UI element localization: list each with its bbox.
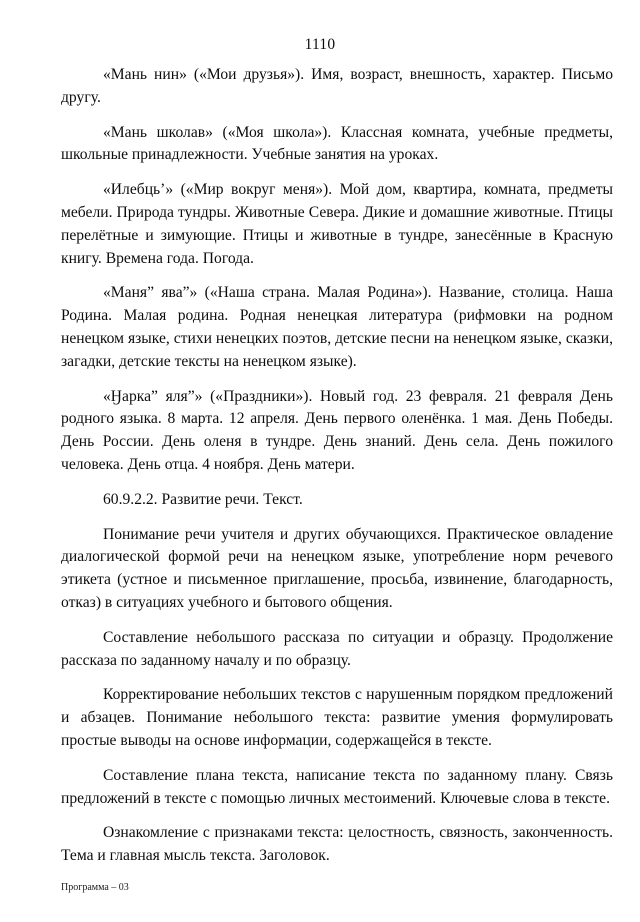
paragraph-text-features: Ознакомление с признаками текста: целостность, связность, законченность. Тема и главная мысль текста. Заголовок. xyxy=(61,824,613,865)
paragraph-text-correction: Корректирование небольших текстов с нарушенным порядком предложений и абзацев. Понимание небольшого текста: развитие умения формулировать простые выводы на основе информации, содержащейся в тексте. xyxy=(61,686,613,749)
paragraph-speech-understanding: Понимание речи учителя и других обучающихся. Практическое овладение диалогической формой речи на ненецком языке, употребление норм речевого этикета (устное и письменное приглашение, просьба, извинение, благодарность, отказ) в ситуациях учебного и бытового общения. xyxy=(61,525,613,611)
paragraph-story-composition: Составление небольшого рассказа по ситуации и образцу. Продолжение рассказа по заданному началу и по образцу. xyxy=(61,628,613,669)
section-heading: 60.9.2.2. Развитие речи. Текст. xyxy=(103,490,303,508)
paragraph-holidays: «Ӈарка” яля”» («Праздники»). Новый год. 23 февраля. 21 февраля День родного языка. 8 марта. 12 апреля. День первого оленёнка. 1 мая. День Победы. День России. День оленя в тундре. День знаний. День села. День пожилого человека. День отца. 4 ноября. День матери. xyxy=(61,387,613,473)
page-footer: Программа – 03 xyxy=(61,882,129,893)
paragraph-our-country: «Маня” ява”» («Наша страна. Малая Родина»). Название, столица. Наша Родина. Малая родина. Родная ненецкая литература (рифмовки на родном ненецком языке, стихи ненецких поэтов, детские песни на ненецком языке, сказки, загадки, детские тексты на ненецком языке). xyxy=(61,284,613,370)
paragraph-my-friends: «Мань нин» («Мои друзья»). Имя, возраст, внешность, характер. Письмо другу. xyxy=(61,66,613,106)
page-number: 1110 xyxy=(304,36,336,53)
paragraph-text-plan: Составление плана текста, написание текста по заданному плану. Связь предложений в тексте с помощью личных местоимений. Ключевые слова в тексте. xyxy=(61,766,613,807)
paragraph-world-around-me: «Илебць’» («Мир вокруг меня»). Мой дом, квартира, комната, предметы мебели. Природа тундры. Животные Севера. Дикие и домашние животные. Птицы перелётные и зимующие. Птицы и животные в тундре, занесённые в Красную книгу. Времена года. Погода. xyxy=(61,181,613,267)
document-body xyxy=(61,64,613,868)
paragraph-my-school: «Мань школав» («Моя школа»). Классная комната, учебные предметы, школьные принадлежности. Учебные занятия на уроках. xyxy=(61,123,613,164)
